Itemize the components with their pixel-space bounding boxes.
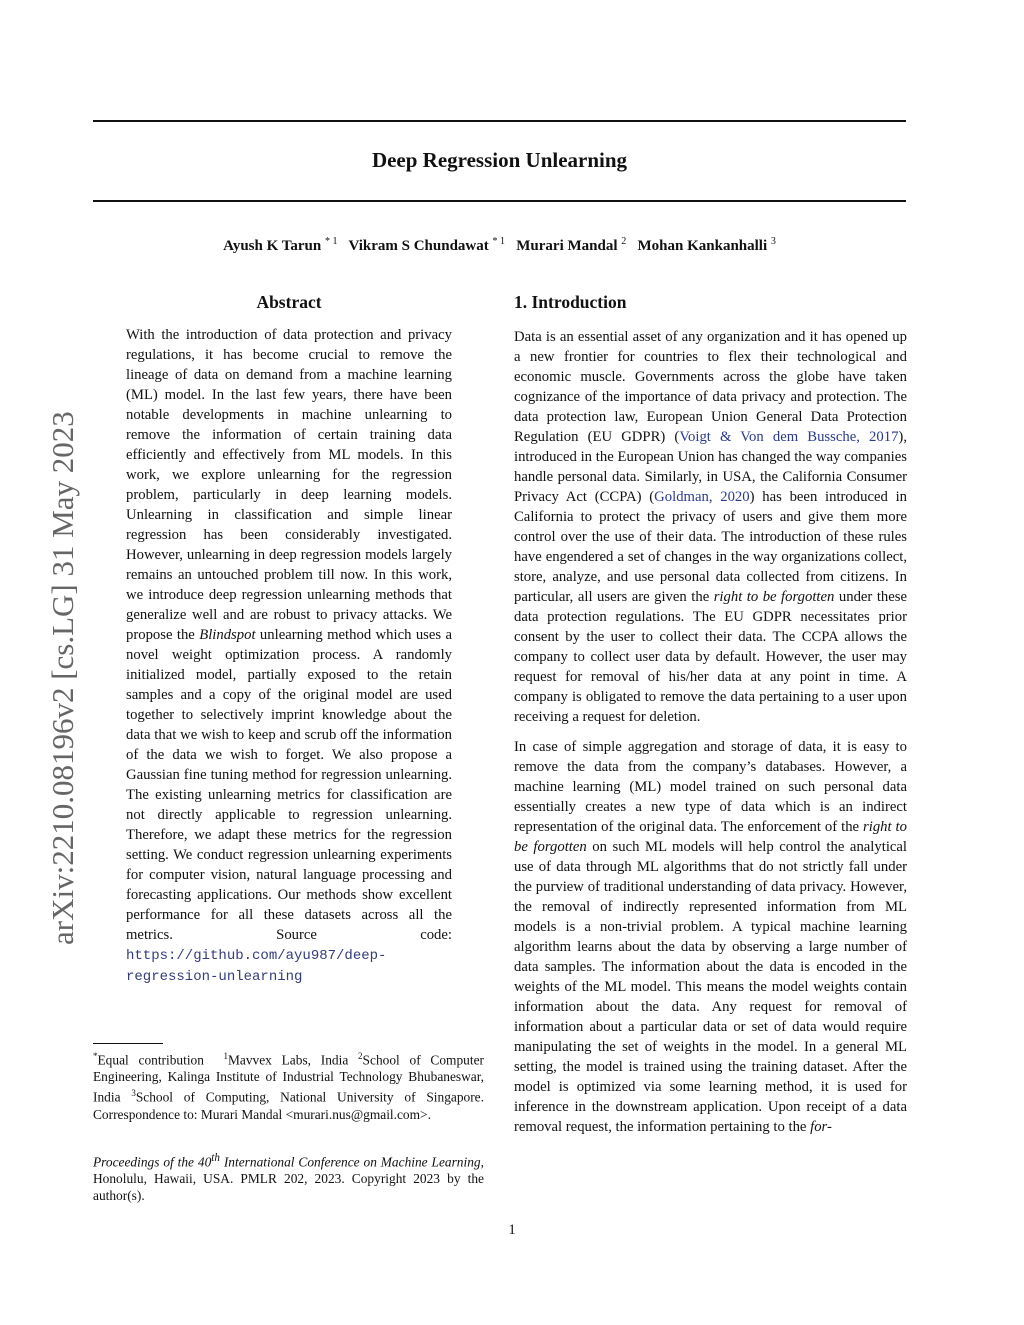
author-affiliation-mark: * 1 xyxy=(324,236,338,247)
paragraph-text: under these data protection regulations. The EU GDPR necessitates prior consent by the user to collect their data. The CCPA allows the company to collect user data by default. However, the user may request for removal of his/her data at any point in time. A company is obligated to remove the data pertaining to a user upon receiving a request for deletion. xyxy=(514,589,907,725)
paragraph-text: In case of simple aggregation and storage of data, it is easy to remove the data from the company’s databases. However, a machine learning (ML) model trained on such personal data essentially creates a new type of data which is an indirect representation of the original data. The enforcement of the xyxy=(514,739,907,835)
affiliation-footnote xyxy=(93,1048,484,1123)
paragraph-text: ), introduced in the European Union has changed the way companies handle personal data. Similarly, in USA, the California Consumer Privacy Act (CCPA) ( xyxy=(514,429,907,505)
paragraph-text: Data is an essential asset of any organization and it has opened up a new frontier for countries to flex their technological and economic muscle. Governments across the globe have taken cognizance of the importance of data privacy and protection. The data protection law, European Union General Data Protection Regulation (EU GDPR) ( xyxy=(514,329,907,445)
paragraph-text: ) has been introduced in California to protect the privacy of users and give them more control over the use of their data. The introduction of these rules have engendered a set of changes in the way organizations collect, store, analyze, and use personal data collected from citizens. In particular, all users are given the xyxy=(514,489,907,605)
abstract-text-part: With the introduction of data protection and privacy regulations, it has become crucial to remove the lineage of data on demand from a machine learning (ML) model. In the last few years, there have been notable developments in machine unlearning to remove the information of certain training data efficiently and effectively from ML models. In this work, we explore unlearning for the regression problem, particularly in deep learning models. Unlearning in classification and simple linear regression has been considerably investigated. However, unlearning in deep regression models largely remains an untouched problem till now. In this work, we introduce deep regression unlearning methods that generalize well and are robust to privacy attacks. We propose the xyxy=(126,327,452,643)
footnote-text: School of Computer Engineering, Kalinga Institute of Industrial Technology Bhubaneswar, India xyxy=(93,1052,484,1105)
footnote-mark: 3 xyxy=(131,1088,136,1099)
section-heading: 1. Introduction xyxy=(514,292,627,312)
paper-title: Deep Regression Unlearning xyxy=(371,148,628,172)
page-number: 1 xyxy=(508,1222,516,1238)
paragraph xyxy=(514,327,907,727)
footnote-mark: 2 xyxy=(358,1051,363,1061)
paragraph xyxy=(514,737,907,1137)
author-name: Ayush K Tarun xyxy=(223,238,322,254)
footnote-rule xyxy=(93,1043,163,1044)
footnote-mark: * xyxy=(93,1051,98,1061)
proceedings-notice xyxy=(93,1150,484,1204)
author-affiliation-mark: 2 xyxy=(621,236,627,247)
proceedings-details: , Honolulu, Hawaii, USA. PMLR 202, 2023. Copyright 2023 by the author(s). xyxy=(93,1154,484,1204)
footnote-text: Equal contribution xyxy=(97,1052,204,1068)
footnote-mark: 1 xyxy=(223,1051,228,1061)
author-affiliation-mark: 3 xyxy=(770,236,776,247)
author-list xyxy=(93,236,906,255)
method-name: Blindspot xyxy=(199,627,256,643)
author-name: Murari Mandal xyxy=(516,238,618,254)
footnote-text: School of Computing, National University of Singapore. Correspondence to: Murari Mandal <murari.nus@gmail.com>. xyxy=(93,1089,484,1122)
emphasis-text: for- xyxy=(810,1119,832,1135)
proceedings-venue: International Conference on Machine Learning xyxy=(223,1154,481,1170)
citation-link[interactable]: Voigt & Von dem Bussche, 2017 xyxy=(679,429,899,445)
abstract-heading: Abstract xyxy=(256,292,322,312)
citation-link[interactable]: Goldman, 2020 xyxy=(654,489,750,505)
abstract-text xyxy=(126,325,452,987)
emphasis-text: right to be forgotten xyxy=(713,589,835,605)
author-name: Mohan Kankanhalli xyxy=(637,238,768,254)
source-code-link[interactable]: https://github.com/ayu987/deep-regression-unlearning xyxy=(126,948,387,985)
abstract-text-part: unlearning method which uses a novel weight optimization process. A randomly initialized model, partially exposed to the retain samples and a copy of the original model are used together to selectively imprint knowledge about the data that we wish to keep and scrub off the information of the data we wish to forget. We also propose a Gaussian fine tuning method for regression unlearning. The existing unlearning metrics for classification are not directly applicable to regression unlearning. Therefore, we adapt these metrics for the regression setting. We conduct regression unlearning experiments for computer vision, natural language processing and forecasting applications. Our methods show excellent performance for all these datasets across all the metrics. Source code: xyxy=(126,627,453,943)
author-name: Vikram S Chundawat xyxy=(348,238,489,254)
proceedings-edition-suffix: th xyxy=(211,1152,220,1164)
proceedings-edition: 40 xyxy=(197,1154,212,1170)
arxiv-identifier: arXiv:2210.08196v2 [cs.LG] 31 May 2023 xyxy=(45,411,80,945)
author-affiliation-mark: * 1 xyxy=(492,236,505,247)
emphasis-text: right to be forgotten xyxy=(514,819,907,855)
introduction-body xyxy=(514,327,907,1137)
paragraph-text: on such ML models will help control the analytical use of data through ML algorithms that do not strictly fall under the purview of traditional understanding of data privacy. However, the removal of indirectly represented information from ML models is a non-trivial problem. A typical machine learning algorithm learns about the data by observing a large number of data samples. The information about the data is encoded in the weights of the ML model. This means the model weights contain information about the data. Any request for removal of information about a particular data or set of data would require manipulating the set of weights in the model. In a general ML setting, the model is trained using the training dataset. After the model is optimized via some learning method, it is used for inference in the downstream application. Upon receipt of a data removal request, the information pertaining to the xyxy=(514,839,908,1135)
footnote-text: Mavvex Labs, India xyxy=(227,1052,349,1068)
title-rule-top xyxy=(93,120,906,122)
title-rule-bottom xyxy=(93,200,906,202)
proceedings-text: Proceedings of the xyxy=(93,1154,194,1170)
